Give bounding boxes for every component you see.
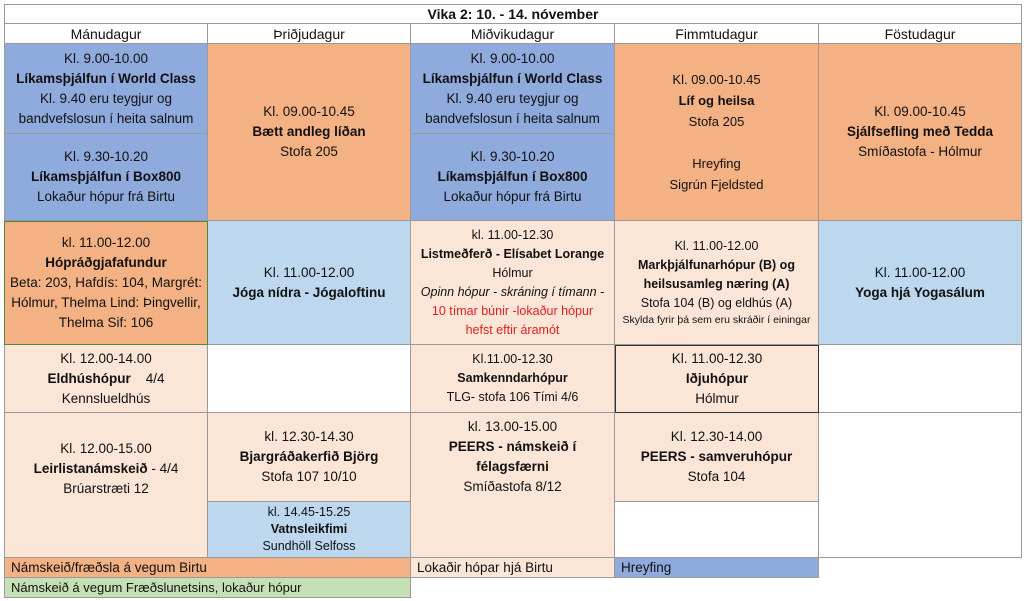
wed-world-class-title: Líkamsþjálfun í World Class <box>422 70 603 86</box>
wed-peers-title-2: félagsfærni <box>476 459 549 474</box>
wed-box800 <box>411 134 615 221</box>
header-thursday-label: Fimmtudagur <box>675 25 758 42</box>
mon-group-meeting-time: kl. 11.00-12.00 <box>61 235 151 250</box>
tue-empty-slot <box>208 345 411 413</box>
mon-world-class-note-2: bandvefslosun í heita salnum <box>18 110 194 126</box>
thu-life-health-location: Stofa 205 <box>688 114 745 129</box>
thu-occupational-group <box>615 345 819 413</box>
mon-group-meeting-rooms-1: Beta: 203, Hafdís: 104, Margrét: <box>9 275 203 290</box>
mon-box800-time: Kl. 9.30-10.20 <box>63 149 149 164</box>
wed-art-therapy-time: kl. 11.00-12.30 <box>471 227 554 242</box>
tue-coping-title: Bjargráðakerfið Björg <box>239 449 379 464</box>
mon-group-meeting-rooms-3: Thelma Sif: 106 <box>58 315 154 330</box>
thu-coaching-nutrition <box>615 221 819 345</box>
fri-self-empowerment-location: Smíðastofa - Hólmur <box>858 144 982 159</box>
thu-coaching-requirement: Skylda fyrir þá sem eru skráðir í einingar <box>622 314 811 326</box>
header-tuesday <box>208 24 411 44</box>
thu-peers-title: PEERS - samveruhópur <box>640 449 793 464</box>
thu-movement-instructor: Sigrún Fjeldsted <box>669 177 764 192</box>
mon-box800-title: Líkamsþjálfun í Box800 <box>30 169 182 184</box>
header-monday-label: Mánudagur <box>70 25 142 42</box>
fri-self-empowerment-title: Sjálfsefling með Tedda <box>846 124 994 139</box>
mon-kitchen-count: 4/4 <box>145 370 165 386</box>
thu-coaching-time: Kl. 11.00-12.00 <box>674 239 759 253</box>
tue-yoga-nidra <box>208 221 411 345</box>
header-thursday <box>615 24 819 44</box>
wed-box800-time: Kl. 9.30-10.20 <box>470 149 555 164</box>
week-title-text: Vika 2: 10. - 14. nóvember <box>427 6 599 22</box>
wed-art-therapy-open-note: Opinn hópur - skráning í tímann - <box>420 284 605 299</box>
mon-kitchen-location: Kennslueldhús <box>61 390 151 406</box>
wed-box800-note: Lokaður hópur frá Birtu <box>443 189 582 204</box>
mon-kitchen-group <box>4 345 208 413</box>
thu-coaching-location: Stofa 104 (B) og eldhús (A) <box>640 296 793 310</box>
thu-peers-time: Kl. 12.30-14.00 <box>670 429 763 444</box>
tue-coping-location: Stofa 107 10/10 <box>261 469 357 484</box>
mon-world-class-time: Kl. 9.00-10.00 <box>63 50 149 66</box>
legend-fraedslunet <box>4 578 411 598</box>
legend-birta-courses-label: Námskeið/fræðsla á vegum Birtu <box>11 560 207 575</box>
mon-ceramics-course <box>4 413 208 558</box>
mon-world-class <box>4 44 208 134</box>
header-monday <box>4 24 208 44</box>
mon-ceramics-title: Leirlistanámskeið <box>33 461 148 476</box>
wed-box800-title: Líkamsþjálfun í Box800 <box>437 169 588 184</box>
tue-mental-wellbeing-title: Bætt andleg líðan <box>252 124 366 139</box>
tue-coping-time: kl. 12.30-14.30 <box>264 429 354 444</box>
wed-peers-course <box>411 413 615 558</box>
legend-fraedslunet-label: Námskeið á vegum Fræðslunetsins, lokaður hópur <box>11 580 302 595</box>
mon-box800-note: Lokaður hópur frá Birtu <box>36 189 176 204</box>
thu-coaching-title-1: Markþjálfunarhópur (B) og <box>638 258 795 272</box>
thu-life-health <box>615 44 819 221</box>
tue-water-aerobics <box>208 502 411 558</box>
tue-water-aerobics-location: Sundhöll Selfoss <box>262 539 356 553</box>
thu-life-health-title: Líf og heilsa <box>678 93 755 108</box>
wed-peers-location: Smíðastofa 8/12 <box>463 479 562 494</box>
header-wednesday <box>411 24 615 44</box>
mon-ceramics-time: Kl. 12.00-15.00 <box>60 441 152 456</box>
mon-ceramics-location: Brúarstræti 12 <box>63 481 149 496</box>
mon-ceramics-count: - 4/4 <box>151 461 179 476</box>
wed-art-therapy-closed-note-2: hefst eftir áramót <box>465 322 560 337</box>
wed-art-therapy <box>411 221 615 345</box>
fri-yoga <box>819 221 1022 345</box>
wed-compassion-title: Samkenndarhópur <box>457 371 568 385</box>
legend-movement <box>615 558 819 578</box>
wed-world-class-note-2: bandvefslosun í heita salnum <box>425 110 600 126</box>
mon-kitchen-title: Eldhúshópur <box>47 370 131 386</box>
tue-mental-wellbeing <box>208 44 411 221</box>
fri-empty-slot-2 <box>819 413 1022 558</box>
header-friday <box>819 24 1022 44</box>
wed-art-therapy-location: Hólmur <box>492 265 533 280</box>
legend-movement-label: Hreyfing <box>621 560 672 575</box>
tue-mental-wellbeing-location: Stofa 205 <box>280 144 338 159</box>
fri-self-empowerment <box>819 44 1022 221</box>
week-title <box>4 4 1022 24</box>
legend-closed-groups <box>411 558 615 578</box>
mon-group-meeting-title: Hópráðgjafafundur <box>45 255 167 270</box>
thu-movement-label: Hreyfing <box>692 156 741 171</box>
thu-peers-social <box>615 413 819 502</box>
mon-group-meeting <box>4 221 208 345</box>
tue-yoga-nidra-time: Kl. 11.00-12.00 <box>263 264 355 280</box>
header-tuesday-label: Þriðjudagur <box>273 25 345 42</box>
wed-art-therapy-closed-note-1: 10 tímar búnir -lokaður hópur <box>431 303 594 318</box>
wed-compassion-group <box>411 345 615 413</box>
thu-coaching-title-2: heilsusamleg næring (A) <box>643 277 790 291</box>
fri-yoga-title: Yoga hjá Yogasálum <box>855 284 985 300</box>
wed-world-class-note-1: Kl. 9.40 eru teygjur og <box>446 90 579 106</box>
mon-box800 <box>4 134 208 221</box>
fri-yoga-time: Kl. 11.00-12.00 <box>874 264 966 280</box>
thu-life-health-time: Kl. 09.00-10.45 <box>672 72 761 87</box>
mon-world-class-title: Líkamsþjálfun í World Class <box>16 70 196 86</box>
tue-water-aerobics-time: kl. 14.45-15.25 <box>267 505 351 519</box>
wed-world-class-time: Kl. 9.00-10.00 <box>470 50 555 66</box>
tue-coping-system <box>208 413 411 502</box>
thu-occupational-location: Hólmur <box>695 391 739 406</box>
wed-compassion-time: Kl.11.00-12.30 <box>472 352 553 366</box>
tue-mental-wellbeing-time: Kl. 09.00-10.45 <box>263 104 355 119</box>
fri-empty-slot-1 <box>819 345 1022 413</box>
thu-empty-slot <box>615 502 819 558</box>
mon-world-class-note-1: Kl. 9.40 eru teygjur og <box>39 90 173 106</box>
header-wednesday-label: Miðvikudagur <box>470 25 555 42</box>
wed-world-class <box>411 44 615 134</box>
mon-group-meeting-rooms-2: Hólmur, Thelma Lind: Þingvellir, <box>11 295 201 310</box>
tue-water-aerobics-title: Vatnsleikfimi <box>270 522 348 536</box>
thu-occupational-time: Kl. 11.00-12.30 <box>671 351 763 366</box>
wed-art-therapy-title: Listmeðferð - Elísabet Lorange <box>420 246 605 261</box>
thu-peers-location: Stofa 104 <box>687 469 746 484</box>
wed-peers-title-1: PEERS - námskeið í <box>448 439 577 454</box>
legend-birta-courses <box>4 558 411 578</box>
tue-yoga-nidra-title: Jóga nídra - Jógaloftinu <box>232 284 386 300</box>
fri-self-empowerment-time: Kl. 09.00-10.45 <box>874 104 966 119</box>
legend-closed-groups-label: Lokaðir hópar hjá Birtu <box>417 560 553 575</box>
wed-compassion-location: TLG- stofa 106 Tími 4/6 <box>446 390 579 404</box>
thu-occupational-title: Iðjuhópur <box>685 371 749 386</box>
header-friday-label: Föstudagur <box>884 25 956 42</box>
wed-peers-time: kl. 13.00-15.00 <box>467 419 558 434</box>
mon-kitchen-time: Kl. 12.00-14.00 <box>60 350 152 366</box>
